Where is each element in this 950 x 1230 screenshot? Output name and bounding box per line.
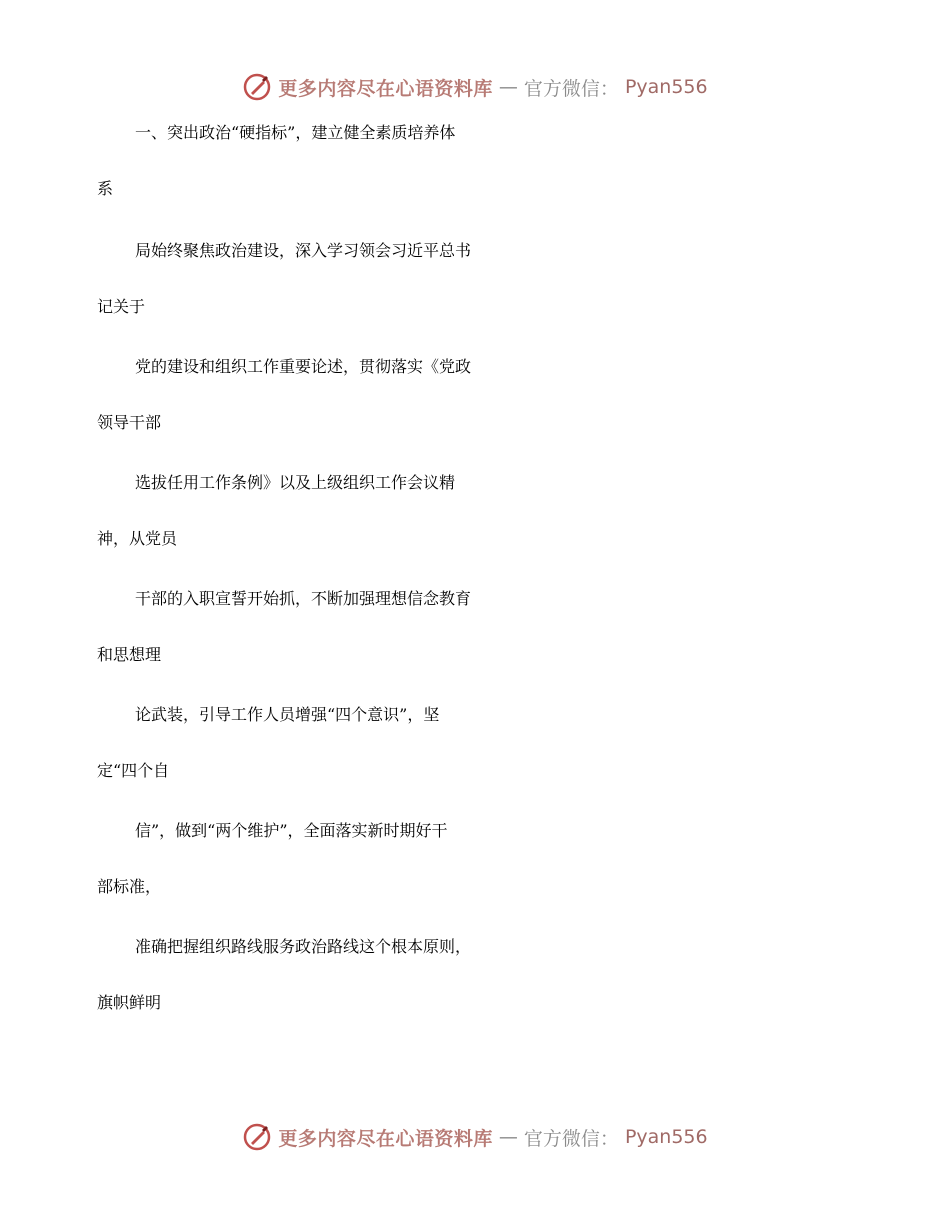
text-line: 神，从党员 (97, 529, 178, 548)
watermark-text: 更多内容尽在心语资料库 (278, 77, 493, 100)
footer-watermark (0, 1122, 950, 1152)
watermark-label: 官方微信： (523, 77, 619, 100)
watermark-id: Pyan556 (624, 1126, 708, 1148)
watermark-separator: — (498, 76, 518, 98)
quill-logo-icon (242, 72, 272, 102)
text-line: 干部的入职宣誓开始抓，不断加强理想信念教育 (135, 589, 472, 608)
text-line: 和思想理 (97, 645, 162, 664)
text-line: 领导干部 (97, 413, 162, 432)
watermark-label: 官方微信： (523, 1127, 619, 1150)
text-line: 部标准， (97, 877, 162, 896)
watermark-text: 更多内容尽在心语资料库 (278, 1127, 493, 1150)
text-line: 论武装，引导工作人员增强“四个意识”，坚 (135, 705, 440, 724)
text-line: 局始终聚焦政治建设，深入学习领会习近平总书 (135, 241, 472, 260)
text-line: 选拔任用工作条例》以及上级组织工作会议精 (135, 473, 456, 492)
text-line: 记关于 (97, 297, 146, 316)
text-line: 定“四个自 (97, 761, 170, 780)
text-line: 党的建设和组织工作重要论述，贯彻落实《党政 (135, 357, 472, 376)
watermark-separator: — (498, 1126, 518, 1148)
header-watermark (0, 72, 950, 102)
text-line: 准确把握组织路线服务政治路线这个根本原则， (135, 937, 472, 956)
text-line: 信”，做到“两个维护”，全面落实新时期好干 (135, 821, 448, 840)
watermark-id: Pyan556 (624, 76, 708, 98)
text-line: 一、突出政治“硬指标”，建立健全素质培养体 (135, 123, 456, 142)
text-line: 系 (97, 179, 114, 198)
quill-logo-icon (242, 1122, 272, 1152)
text-line: 旗帜鲜明 (97, 993, 162, 1012)
